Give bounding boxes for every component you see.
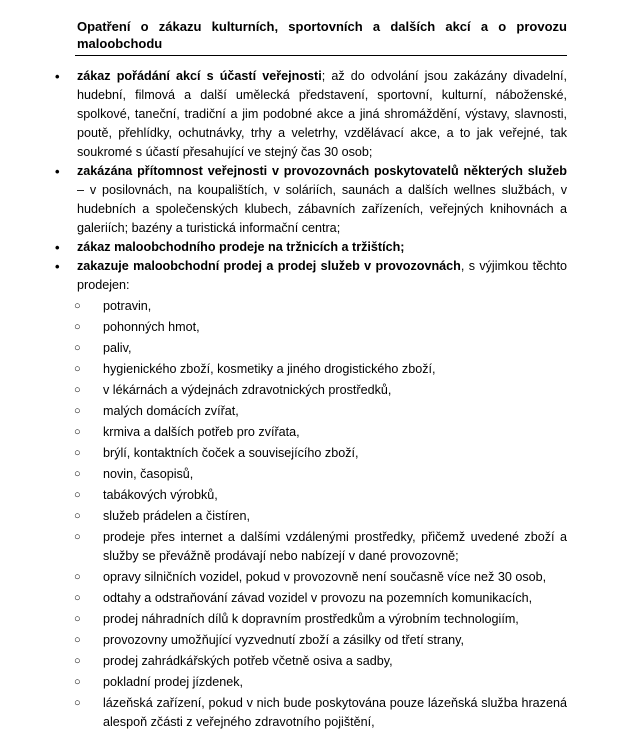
exceptions-list [74,297,567,732]
circle-bullet-icon: ○ [74,300,81,312]
exception-text: hygienického zboží, kosmetiky a jiného drogistického zboží, [103,362,436,376]
exception-item [74,528,567,566]
exception-item [74,381,567,400]
bullet-icon: • [55,164,60,179]
exception-item [74,673,567,692]
exception-text: krmiva a dalších potřeb pro zvířata, [103,425,300,439]
circle-bullet-icon: ○ [74,342,81,354]
exception-item [74,360,567,379]
exception-item [74,297,567,316]
circle-bullet-icon: ○ [74,676,81,688]
circle-bullet-icon: ○ [74,531,81,543]
circle-bullet-icon: ○ [74,510,81,522]
exception-item [74,318,567,337]
circle-bullet-icon: ○ [74,655,81,667]
measure-title: zakazuje maloobchodní prodej a prodej služeb v provozovnách [77,259,461,273]
exception-item [74,589,567,608]
section-heading: Opatření o zákazu kulturních, sportovních a dalších akcí a o provozu maloobchodu [77,19,567,51]
exception-text: paliv, [103,341,132,355]
exception-text: prodej zahrádkářských potřeb včetně osiva a sadby, [103,654,393,668]
circle-bullet-icon: ○ [74,405,81,417]
exception-text: brýlí, kontaktních čoček a souvisejícího zboží, [103,446,359,460]
circle-bullet-icon: ○ [74,426,81,438]
measure-text: – v posilovnách, na koupalištích, v soláriích, saunách a dalších wellnes službách, v hudebních a společenských klubech, zábavních zařízeních, veřejných knihovnách a galeriích; bazény a turistická informační centra; [77,183,567,235]
exception-item [74,465,567,484]
exception-text: tabákových výrobků, [103,488,218,502]
exception-text: pokladní prodej jízdenek, [103,675,244,689]
measure-text: , s výjimkou těchto prodejen: [77,259,567,292]
exception-item [74,339,567,358]
exception-item [74,631,567,650]
exception-item [74,423,567,442]
circle-bullet-icon: ○ [74,613,81,625]
measures-list [0,67,637,732]
circle-bullet-icon: ○ [74,634,81,646]
exception-item [74,402,567,421]
circle-bullet-icon: ○ [74,489,81,501]
exception-text: prodeje přes internet a dalšími vzdálenými prostředky, přičemž uvedené zboží a služby se převážně prodávají nebo nabízejí v dané provozovně; [103,530,567,563]
bullet-icon: • [55,240,60,255]
measure-item [0,238,567,257]
measure-item [0,162,567,238]
exception-text: novin, časopisů, [103,467,194,481]
circle-bullet-icon: ○ [74,571,81,583]
measure-title: zákaz pořádání akcí s účastí veřejnosti [77,69,322,83]
circle-bullet-icon: ○ [74,321,81,333]
circle-bullet-icon: ○ [74,363,81,375]
exception-text: pohonných hmot, [103,320,200,334]
exception-text: služeb prádelen a čistíren, [103,509,251,523]
measure-text: ; až do odvolání jsou zakázány divadelní, hudební, filmová a další umělecká představení, sportovní, kulturní, náboženské, spolkové, taneční, tradiční a jim podobné akce a jiná shromáždění, výstavy, slavnosti, poutě, přehlídky, ochutnávky, trhy a veletrhy, vzdělávací akce, a to jak veřejné, tak soukromé s účastí přesahující ve stejný čas 30 osob; [77,69,568,159]
exception-text: malých domácích zvířat, [103,404,239,418]
exception-item [74,610,567,629]
exception-text: prodej náhradních dílů k dopravním prostředkům a výrobním technologiím, [103,612,519,626]
measure-item [0,257,567,732]
exception-text: v lékárnách a výdejnách zdravotnických prostředků, [103,383,392,397]
exception-text: provozovny umožňující vyzvednutí zboží a zásilky od třetí strany, [103,633,464,647]
exception-item [74,444,567,463]
bullet-icon: • [55,259,60,274]
measure-title: zákaz maloobchodního prodeje na tržnicích a tržištích; [77,240,405,254]
circle-bullet-icon: ○ [74,447,81,459]
circle-bullet-icon: ○ [74,468,81,480]
exception-item [74,652,567,671]
exception-item [74,507,567,526]
exception-text: potravin, [103,299,152,313]
exception-item [74,568,567,587]
exception-item [74,694,567,732]
exception-text: lázeňská zařízení, pokud v nich bude poskytována pouze lázeňská služba hrazená alespoň zčásti z veřejného zdravotního pojištění, [103,696,567,729]
heading-underline [75,55,567,56]
exception-text: odtahy a odstraňování závad vozidel v provozu na pozemních komunikacích, [103,591,533,605]
measure-title: zakázána přítomnost veřejnosti v provozovnách poskytovatelů některých služeb [77,164,567,178]
circle-bullet-icon: ○ [74,592,81,604]
exception-text: opravy silničních vozidel, pokud v provozovně není současně více než 30 osob, [103,570,547,584]
circle-bullet-icon: ○ [74,697,81,709]
bullet-icon: • [55,69,60,84]
measure-item [0,67,567,162]
circle-bullet-icon: ○ [74,384,81,396]
exception-item [74,486,567,505]
